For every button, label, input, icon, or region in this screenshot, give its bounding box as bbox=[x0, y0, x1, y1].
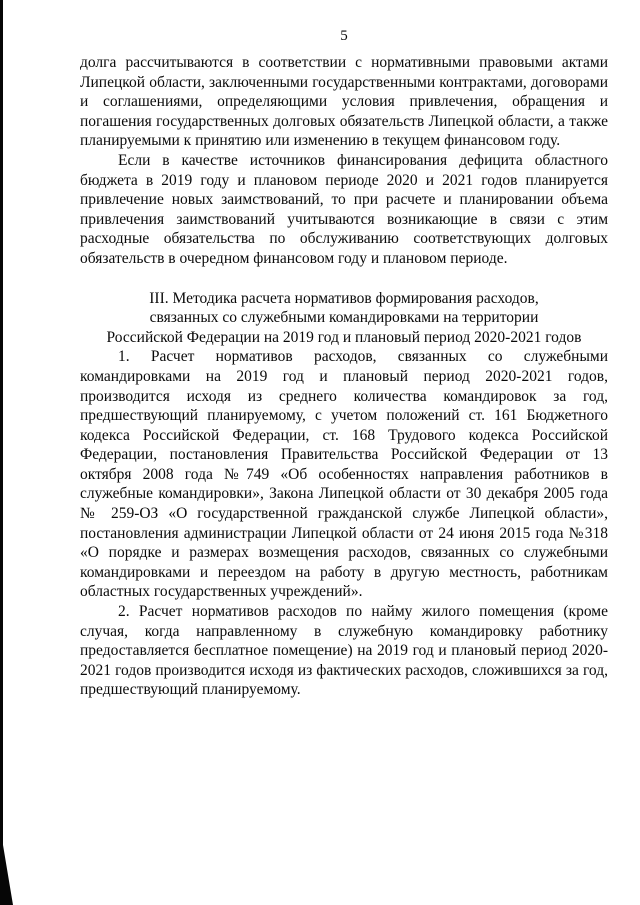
section-heading-line-2: связанных со служебными командировками на территории bbox=[149, 309, 539, 327]
paragraph-item-1: 1. Расчет нормативов расходов, связанных со служебными командировками на 2019 год и плановый период 2020-2021 годов, производится исходя из среднего количества командировок за год, предшествующий планируемому, с учетом положений ст. 161 Бюджетного кодекса Российской Федерации, ст. 168 Трудового кодекса Российской Федерации, постановления Правительства Российской Федерации от 13 октября 2008 года №749 «Об особенностях направления работников в служебные командировки», Закона Липецкой области от 30 декабря 2005 года № 259-ОЗ «О государственной гражданской службе Липецкой области», постановления администрации Липецкой области от 24 июня 2015 года №318 «О порядке и размерах возмещения расходов, связанных со служебными командировками и переездом на работу в другую местность, работникам областных государственных учреждений». bbox=[80, 348, 608, 601]
section-heading bbox=[80, 289, 608, 348]
scan-corner-artifact bbox=[0, 845, 13, 905]
page-content bbox=[80, 27, 608, 700]
paragraph-debt-continuation: долга рассчитываются в соответствии с нормативными правовыми актами Липецкой области, заключенными государственными контрактами, договорами и соглашениями, определяющими условия привлечения, обращения и погашения государственных долговых обязательств Липецкой области, а также планируемыми к принятию или изменению в текущем финансовом году. bbox=[80, 54, 608, 150]
section-heading-line-3: Российской Федерации на 2019 год и плановый период 2020-2021 годов bbox=[106, 328, 582, 346]
section-heading-line-1: III. Методика расчета нормативов формирования расходов, bbox=[149, 289, 539, 307]
paragraph-deficit-sources: Если в качестве источников финансирования дефицита областного бюджета в 2019 году и плановом периоде 2020 и 2021 годов планируется привлечение новых заимствований, то при расчете и планировании объема привлечения заимствований учитываются возникающие в связи с этим расходные обязательства по обслуживанию соответствующих долговых обязательств в очередном финансовом году и плановом периоде. bbox=[80, 151, 608, 267]
paragraph-item-2: 2. Расчет нормативов расходов по найму жилого помещения (кроме случая, когда направленному в служебную командировку работнику предоставляется бесплатное помещение) на 2019 год и плановый период 2020-2021 годов производится исходя из фактических расходов, сложившихся за год, предшествующий планируемому. bbox=[80, 603, 608, 699]
scan-left-edge-artifact bbox=[0, 0, 3, 905]
page-number: 5 bbox=[340, 28, 348, 44]
